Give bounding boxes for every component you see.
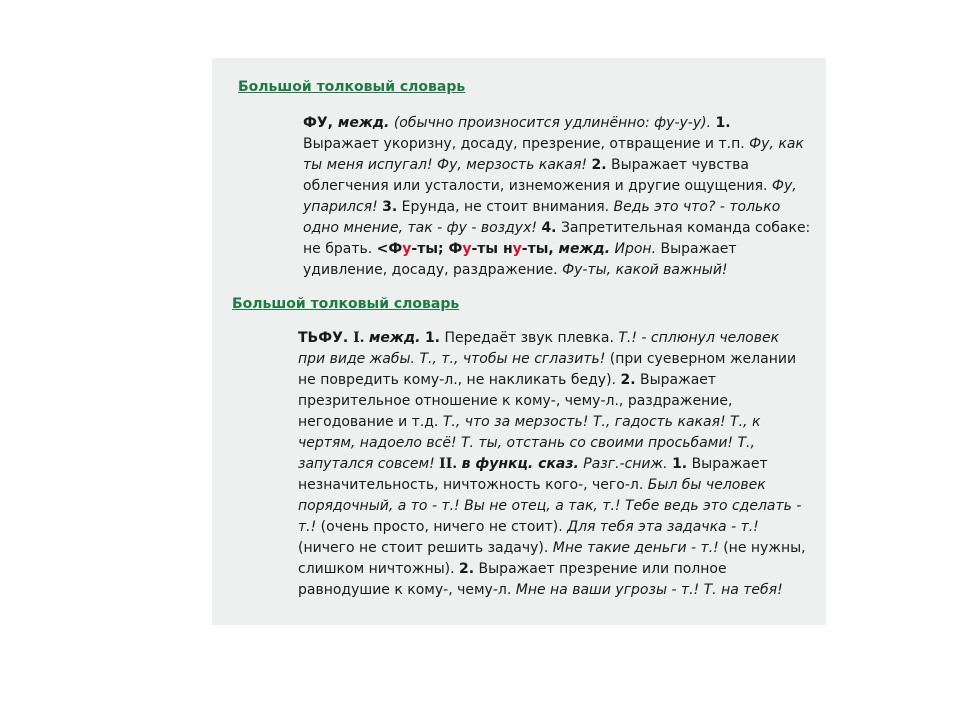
entry-text: упарился! [303, 199, 383, 215]
entry-text: негодование и т.д. [298, 414, 443, 430]
entry-line [298, 391, 818, 412]
entry-line [303, 197, 809, 218]
entry-line [298, 454, 818, 475]
entry-text: Фу, как [749, 136, 804, 152]
entry-text: Выражает [635, 372, 717, 388]
entry-text: у [402, 241, 412, 257]
entry-line [298, 475, 818, 496]
entry-text: Выражает [656, 241, 737, 257]
entry-text: Ерунда, не стоит внимания. [397, 199, 614, 215]
entry-text: Для тебя эта задачка - т.! [567, 519, 759, 535]
entry-text: Выражает укоризну, досаду, презрение, отвращение и т.п. [303, 136, 750, 152]
entry-text: -ты; Ф [411, 241, 463, 257]
dictionary-source-link[interactable]: Большой толковый словарь [232, 296, 460, 312]
entry-text: ТЬФУ. [298, 330, 354, 346]
entry-text: облегчения или усталости, изнеможения и другие ощущения. [303, 178, 772, 194]
entry-text: Выражает [687, 456, 768, 472]
entry-line [298, 370, 818, 391]
entry-text: (не нужны, [718, 540, 806, 556]
entry-line [303, 239, 809, 260]
entry-text: чертям, надоело всё! Т. ты, отстань со своими просьбами! Т., [298, 435, 755, 451]
entry-text: Фу, [771, 178, 797, 194]
entry-text: слишком ничтожны). [298, 561, 460, 577]
entry-line [298, 412, 818, 433]
entry-text: Выражает презрение или полное [474, 561, 727, 577]
entry-text: незначительность, ничтожность кого-, чего-л. [298, 477, 648, 493]
entry-text: Фу-ты, какой важный! [562, 262, 728, 278]
entry-text: 1. [715, 115, 731, 131]
entry-text: 1. [424, 330, 440, 346]
entry-line [303, 176, 809, 197]
entry-tfu [298, 328, 818, 601]
entry-text: ты меня испугал! Фу, мерзость какая! [303, 157, 592, 173]
entry-text: не брать. [303, 241, 377, 257]
entry-text: Ирон. [610, 241, 657, 257]
entry-text: (ничего не стоит решить задачу). [298, 540, 553, 556]
entry-text: 3. [382, 199, 398, 215]
entry-line [303, 113, 809, 134]
entry-text: презрительное отношение к кому-, чему-л., раздражение, [298, 393, 733, 409]
entry-line [298, 496, 818, 517]
dictionary-source-link[interactable]: Большой толковый словарь [238, 79, 466, 95]
entry-fu [303, 113, 809, 281]
entry-text: (обычно произносится удлинённо: фу-у-у). [389, 115, 716, 131]
entry-line [298, 580, 818, 601]
entry-text: Выражает чувства [606, 157, 750, 173]
entry-text: межд. [558, 241, 611, 257]
entry-line [298, 538, 818, 559]
entry-line [298, 433, 818, 454]
entry-line [298, 559, 818, 580]
entry-text: удивление, досаду, раздражение. [303, 262, 563, 278]
entry-text: (очень просто, ничего не стоит). [316, 519, 568, 535]
entry-text: межд. [368, 330, 421, 346]
entry-text: Т., что за мерзость! Т., гадость какая! Т., к [442, 414, 761, 430]
entry-text: <Ф [376, 241, 403, 257]
entry-text: 4. [541, 220, 557, 236]
entry-text: 2. [459, 561, 475, 577]
dictionary-panel [212, 58, 826, 625]
entry-text: у [462, 241, 472, 257]
entry-line [298, 349, 818, 370]
entry-text: 2. [591, 157, 607, 173]
entry-text: одно мнение, так - фу - воздух! [303, 220, 542, 236]
entry-text: не повредить кому-л., не накликать беду). [298, 372, 621, 388]
entry-text: ФУ, [303, 115, 338, 131]
entry-text: в функц. сказ. [461, 456, 579, 472]
entry-text: II. [439, 456, 458, 472]
entry-text: Запретительная команда собаке: [556, 220, 811, 236]
entry-text: -ты, [521, 241, 559, 257]
entry-text: равнодушие к кому-, чему-л. [298, 582, 516, 598]
entry-text: Был бы человек [647, 477, 766, 493]
entry-line [303, 155, 809, 176]
entry-line [298, 517, 818, 538]
entry-text: у [512, 241, 522, 257]
entry-text: запутался совсем! [298, 456, 440, 472]
entry-text: -ты н [471, 241, 513, 257]
entry-text: Мне такие деньги - т.! [552, 540, 719, 556]
entry-text: I. [353, 330, 365, 346]
entry-text: межд. [337, 115, 390, 131]
entry-text: при виде жабы. Т., т., чтобы не сглазить! [298, 351, 606, 367]
entry-text: Разг.-сниж. [578, 456, 673, 472]
entry-line [298, 328, 818, 349]
entry-line [303, 260, 809, 281]
entry-line [303, 134, 809, 155]
entry-text: Ведь это что? - только [613, 199, 781, 215]
entry-text: Т.! - сплюнул человек [618, 330, 780, 346]
entry-text: Мне на ваши угрозы - т.! Т. на тебя! [515, 582, 783, 598]
entry-line [303, 218, 809, 239]
entry-text: 2. [620, 372, 636, 388]
entry-text: т.! [298, 519, 317, 535]
entry-text: (при суеверном желании [605, 351, 797, 367]
entry-text: 1. [672, 456, 688, 472]
entry-text: Передаёт звук плевка. [440, 330, 619, 346]
entry-text: порядочный, а то - т.! Вы не отец, а так, т.! Тебе ведь это сделать - [298, 498, 802, 514]
